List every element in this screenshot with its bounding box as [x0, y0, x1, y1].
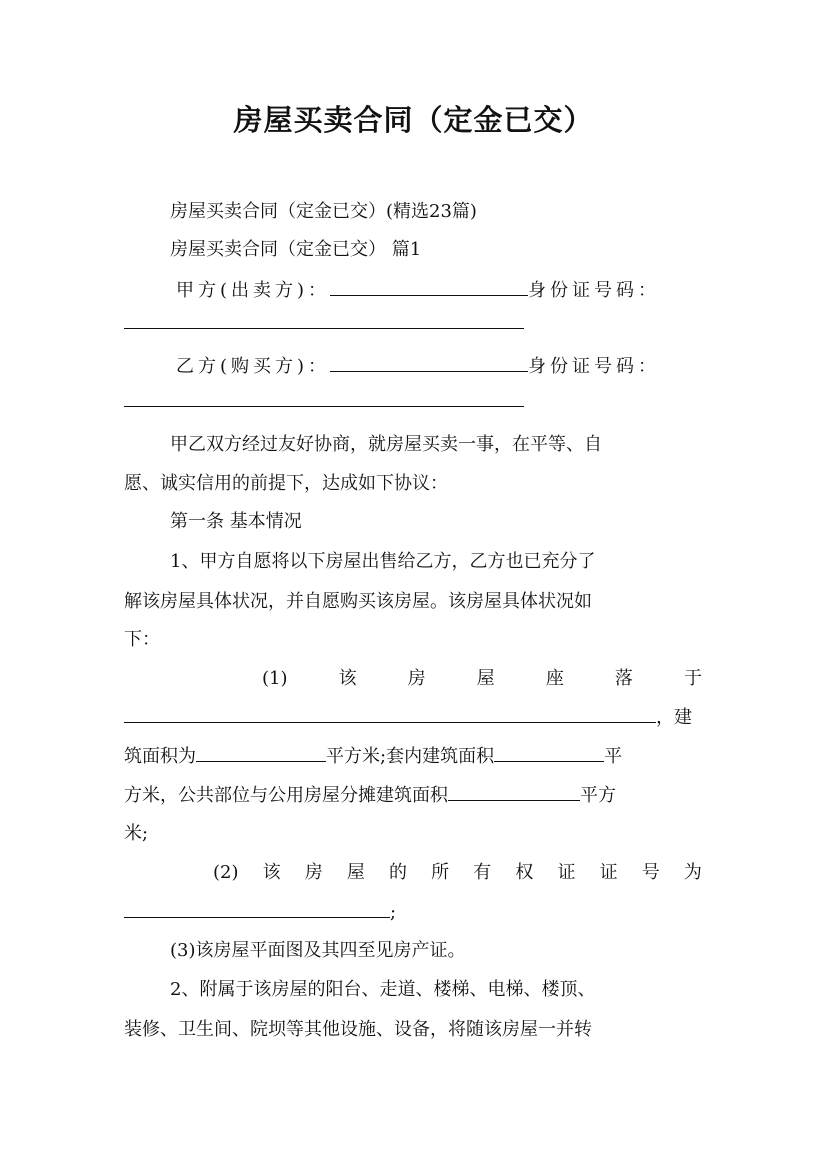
- item-2-word: 为: [683, 862, 702, 883]
- party-a-name-blank: [330, 277, 528, 296]
- shared-area-blank: [448, 782, 580, 801]
- building-area-blank: [196, 743, 326, 762]
- clause-2-line-2: 装修、卫生间、院坝等其他设施、设备，将随该房屋一并转: [124, 1019, 592, 1040]
- item-2-word: 的: [389, 862, 407, 883]
- item-1-word: 落: [614, 668, 633, 689]
- intro-line-1: 甲乙双方经过友好协商，就房屋买卖一事，在平等、自: [170, 434, 602, 455]
- item-1-location-blank-row: [124, 704, 702, 731]
- area-text: 筑面积为: [124, 746, 196, 767]
- document-title: 房屋买卖合同（定金已交）: [233, 103, 594, 137]
- item-1-label: (1): [262, 668, 288, 689]
- article-1-heading: 第一条 基本情况: [170, 511, 302, 532]
- location-blank: [124, 704, 656, 723]
- item-3-floor-plan: (3)该房屋平面图及其四至见房产证。: [170, 940, 466, 961]
- item-1-word: 房: [407, 668, 426, 689]
- item-2-tail: ;: [390, 902, 397, 923]
- party-b-id-label: 身份证号码：: [528, 356, 661, 377]
- item-1-location-row: [262, 666, 702, 692]
- area-text: 平: [604, 746, 623, 767]
- party-a-id-blank: [124, 310, 524, 329]
- clause-2-line-1: 2、附属于该房屋的阳台、走道、楼梯、电梯、楼顶、: [170, 979, 596, 1000]
- clause-1-line-1: 1、甲方自愿将以下房屋出售给乙方，乙方也已充分了: [170, 551, 596, 572]
- party-b-id-blank: [124, 388, 524, 407]
- party-b-row: [176, 353, 702, 380]
- item-2-word: 证: [599, 862, 618, 883]
- area-row-3: 米;: [124, 823, 149, 844]
- item-2-word: 证: [557, 862, 576, 883]
- section-heading: 房屋买卖合同（定金已交） 篇1: [170, 239, 422, 260]
- item-2-word: 屋: [346, 862, 365, 883]
- document-subtitle: 房屋买卖合同（定金已交）(精选23篇): [170, 201, 477, 222]
- item-1-tail: ，建: [656, 707, 692, 728]
- interior-area-blank: [494, 743, 604, 762]
- party-a-label: 甲方(出卖方)：: [176, 280, 331, 301]
- item-2-word: 号: [641, 862, 660, 883]
- item-2-word: 所: [431, 862, 450, 883]
- party-b-label: 乙方(购买方)：: [176, 356, 331, 377]
- clause-1-line-3: 下：: [124, 629, 160, 650]
- clause-1-line-2: 解该房屋具体状况，并自愿购买该房屋。该房屋具体状况如: [124, 591, 592, 612]
- intro-line-2: 愿、诚实信用的前提下，达成如下协议：: [124, 473, 448, 494]
- item-2-certificate-row: [213, 860, 702, 886]
- item-1-word: 该: [338, 668, 357, 689]
- party-b-name-blank: [330, 353, 528, 372]
- party-a-id-label: 身份证号码：: [528, 280, 661, 301]
- item-2-certificate-blank-row: [124, 899, 702, 926]
- item-1-word: 于: [683, 668, 702, 689]
- area-text: 平方米;套内建筑面积: [326, 746, 495, 767]
- item-2-label: (2): [213, 862, 239, 883]
- area-row-1: [124, 743, 702, 770]
- area-text: 方米，公共部位与公用房屋分摊建筑面积: [124, 785, 448, 806]
- party-a-row: [176, 277, 702, 304]
- area-text: 平方: [580, 785, 616, 806]
- item-2-word: 房: [304, 862, 323, 883]
- certificate-number-blank: [124, 899, 390, 918]
- item-2-word: 该: [262, 862, 281, 883]
- item-2-word: 有: [473, 862, 492, 883]
- item-2-word: 权: [515, 862, 534, 883]
- party-b-id-row: [124, 388, 702, 415]
- item-1-word: 座: [545, 668, 564, 689]
- item-1-word: 屋: [476, 668, 495, 689]
- area-row-2: [124, 782, 702, 809]
- party-a-id-row: [124, 310, 702, 337]
